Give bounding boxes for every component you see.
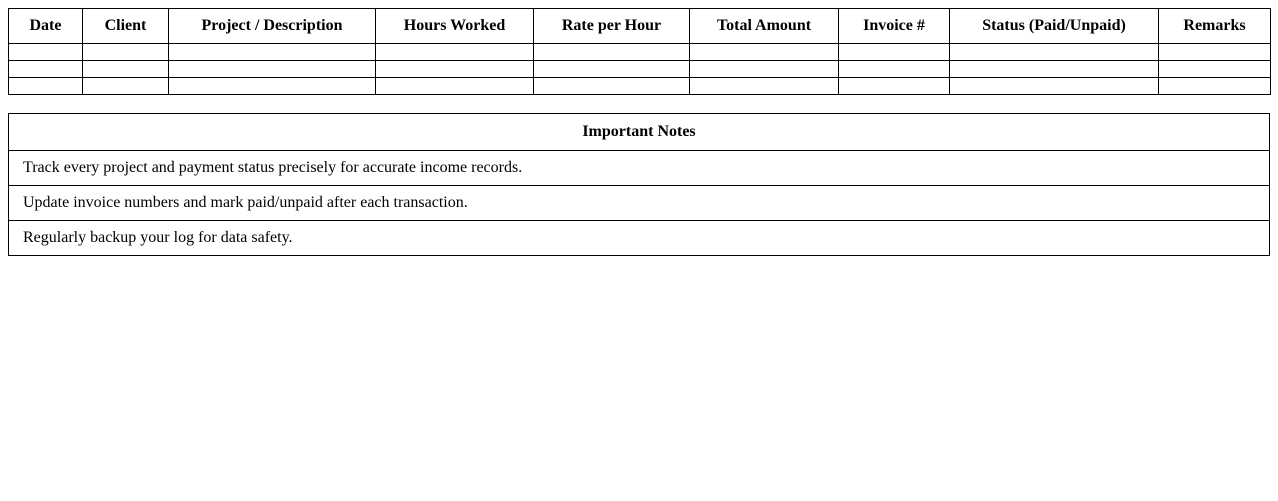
cell-date[interactable] — [9, 61, 83, 78]
cell-invoice[interactable] — [839, 61, 950, 78]
cell-rate[interactable] — [534, 78, 690, 95]
cell-rate[interactable] — [534, 44, 690, 61]
note-text: Track every project and payment status precisely for accurate income records. — [9, 151, 1270, 186]
cell-status[interactable] — [950, 78, 1159, 95]
cell-date[interactable] — [9, 44, 83, 61]
cell-project[interactable] — [169, 44, 376, 61]
column-header-rate: Rate per Hour — [534, 9, 690, 44]
cell-rate[interactable] — [534, 61, 690, 78]
list-item — [9, 221, 1270, 256]
cell-total[interactable] — [690, 61, 839, 78]
cell-total[interactable] — [690, 44, 839, 61]
table-row — [9, 44, 1271, 61]
note-text: Regularly backup your log for data safety. — [9, 221, 1270, 256]
header-row — [9, 9, 1271, 44]
cell-remarks[interactable] — [1159, 44, 1271, 61]
column-header-project: Project / Description — [169, 9, 376, 44]
note-text: Update invoice numbers and mark paid/unpaid after each transaction. — [9, 186, 1270, 221]
cell-invoice[interactable] — [839, 78, 950, 95]
cell-invoice[interactable] — [839, 44, 950, 61]
column-header-client: Client — [83, 9, 169, 44]
important-notes-table — [8, 113, 1270, 256]
cell-project[interactable] — [169, 61, 376, 78]
cell-hours[interactable] — [376, 78, 534, 95]
column-header-total: Total Amount — [690, 9, 839, 44]
list-item — [9, 186, 1270, 221]
cell-remarks[interactable] — [1159, 61, 1271, 78]
cell-status[interactable] — [950, 61, 1159, 78]
cell-hours[interactable] — [376, 44, 534, 61]
table-row — [9, 61, 1271, 78]
notes-title: Important Notes — [9, 114, 1270, 151]
notes-header-row — [9, 114, 1270, 151]
cell-project[interactable] — [169, 78, 376, 95]
cell-client[interactable] — [83, 61, 169, 78]
freelance-log-table — [8, 8, 1271, 95]
cell-date[interactable] — [9, 78, 83, 95]
cell-status[interactable] — [950, 44, 1159, 61]
column-header-hours: Hours Worked — [376, 9, 534, 44]
column-header-date: Date — [9, 9, 83, 44]
table-row — [9, 78, 1271, 95]
cell-total[interactable] — [690, 78, 839, 95]
cell-hours[interactable] — [376, 61, 534, 78]
cell-client[interactable] — [83, 44, 169, 61]
column-header-status: Status (Paid/Unpaid) — [950, 9, 1159, 44]
cell-client[interactable] — [83, 78, 169, 95]
column-header-remarks: Remarks — [1159, 9, 1271, 44]
cell-remarks[interactable] — [1159, 78, 1271, 95]
column-header-invoice: Invoice # — [839, 9, 950, 44]
list-item — [9, 151, 1270, 186]
